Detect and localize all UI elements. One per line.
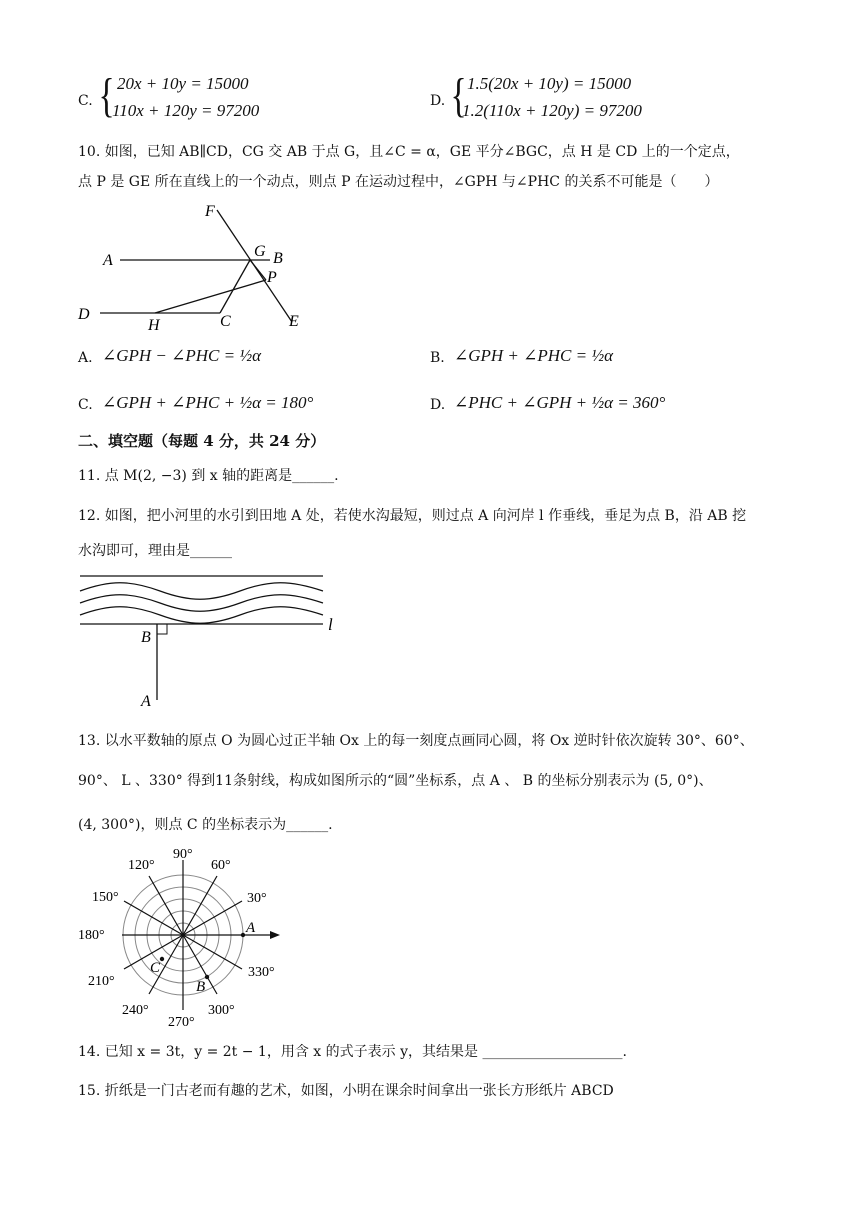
q10-option-b-label: B. — [430, 350, 445, 366]
q12-wave-2 — [80, 595, 323, 612]
q13-point-b — [205, 975, 209, 979]
q10-label-p: P — [267, 269, 277, 286]
q13-label-150: 150° — [92, 890, 119, 905]
q13-label-210: 210° — [88, 974, 115, 989]
q9-option-d-eq2: 1.2(110x + 120y) = 97200 — [462, 101, 642, 120]
q13-polar-figure — [70, 840, 300, 1030]
q12-label-l: l — [328, 615, 333, 634]
q10-figure — [70, 200, 320, 340]
q10-option-a: ∠GPH − ∠PHC = ½α — [102, 346, 262, 365]
q12-river-figure — [70, 568, 360, 714]
q13-label-a: A — [246, 920, 256, 936]
q12-label-a: A — [141, 693, 151, 710]
q9-option-c-eq1: 20x + 10y = 15000 — [117, 74, 249, 93]
q13-label-270: 270° — [168, 1015, 195, 1030]
q13-label-180: 180° — [78, 928, 105, 943]
q10-option-c-label: C. — [78, 397, 93, 413]
q14-stem: 14. 已知 x = 3t，y = 2t − 1，用含 x 的式子表示 y，其结果是 ____________________. — [78, 1044, 627, 1060]
q9-option-c-eq2: 110x + 120y = 97200 — [112, 101, 260, 120]
q10-option-a-label: A. — [78, 350, 93, 366]
q13-label-c: C — [150, 960, 161, 976]
q13-stem-line3: (4, 300°)，则点 C 的坐标表示为______. — [78, 817, 333, 833]
q12-stem-line2: 水沟即可，理由是______ — [78, 543, 232, 559]
q12-wave-1 — [80, 583, 323, 600]
q13-label-330: 330° — [248, 965, 275, 980]
q10-segment-hp — [155, 280, 266, 313]
q13-label-30: 30° — [247, 891, 267, 906]
q9-option-d-label: D. — [430, 93, 446, 109]
q10-stem-line1: 10. 如图，已知 AB∥CD，CG 交 AB 于点 G，且∠C = α，GE 平分∠BGC，点 H 是 CD 上的一个定点， — [78, 144, 740, 160]
q10-label-c: C — [220, 313, 231, 330]
q9-option-d-brace: { — [450, 69, 467, 122]
q9-option-c-brace: { — [98, 69, 115, 122]
q11-stem: 11. 点 M(2, −3) 到 x 轴的距离是______. — [78, 468, 339, 484]
q13-label-90: 90° — [173, 847, 193, 862]
q10-option-d: ∠PHC + ∠GPH + ½α = 360° — [454, 393, 666, 412]
q13-label-60: 60° — [211, 858, 231, 873]
q10-segment-gp — [250, 260, 266, 280]
q12-stem-line1: 12. 如图，把小河里的水引到田地 A 处，若使水沟最短，则过点 A 向河岸 l 作垂线，垂足为点 B，沿 AB 挖 — [78, 508, 747, 524]
section-heading-fill-blank: 二、填空题（每题 4 分，共 24 分） — [78, 432, 326, 450]
q13-stem-line2: 90°、 L 、330° 得到11条射线，构成如图所示的“圆”坐标系，点 A 、 B 的坐标分别表示为 (5, 0°)、 — [78, 773, 713, 789]
q13-axis-arrow — [270, 931, 280, 939]
q10-label-f: F — [205, 203, 215, 220]
q13-point-a — [241, 933, 245, 937]
q10-label-e: E — [289, 313, 299, 330]
q12-right-angle-mark — [157, 624, 167, 634]
q10-label-a: A — [103, 252, 113, 269]
q10-label-b: B — [273, 250, 283, 267]
q10-stem-line2: 点 P 是 GE 所在直线上的一个动点，则点 P 在运动过程中，∠GPH 与∠PHC 的关系不可能是（ ） — [78, 174, 719, 190]
q13-label-300: 300° — [208, 1003, 235, 1018]
q10-option-b: ∠GPH + ∠PHC = ½α — [454, 346, 614, 365]
q15-stem: 15. 折纸是一门古老而有趣的艺术，如图，小明在课余时间拿出一张长方形纸片 ABCD — [78, 1083, 614, 1099]
q13-point-c — [160, 957, 164, 961]
q10-label-d: D — [78, 306, 90, 323]
q9-option-d-eq1: 1.5(20x + 10y) = 15000 — [467, 74, 632, 93]
q12-label-b: B — [141, 629, 151, 646]
q10-option-d-label: D. — [430, 397, 446, 413]
q10-label-h: H — [148, 317, 160, 334]
q13-label-120: 120° — [128, 858, 155, 873]
q13-label-240: 240° — [122, 1003, 149, 1018]
q12-wave-3 — [80, 607, 323, 624]
q13-label-b: B — [196, 979, 206, 995]
q10-label-g: G — [254, 243, 266, 260]
q13-stem-line1: 13. 以水平数轴的原点 O 为圆心过正半轴 Ox 上的每一刻度点画同心圆，将 Ox 逆时针依次旋转 30°、60°、 — [78, 733, 754, 749]
q10-option-c: ∠GPH + ∠PHC + ½α = 180° — [102, 393, 314, 412]
q9-option-c-label: C. — [78, 93, 93, 109]
